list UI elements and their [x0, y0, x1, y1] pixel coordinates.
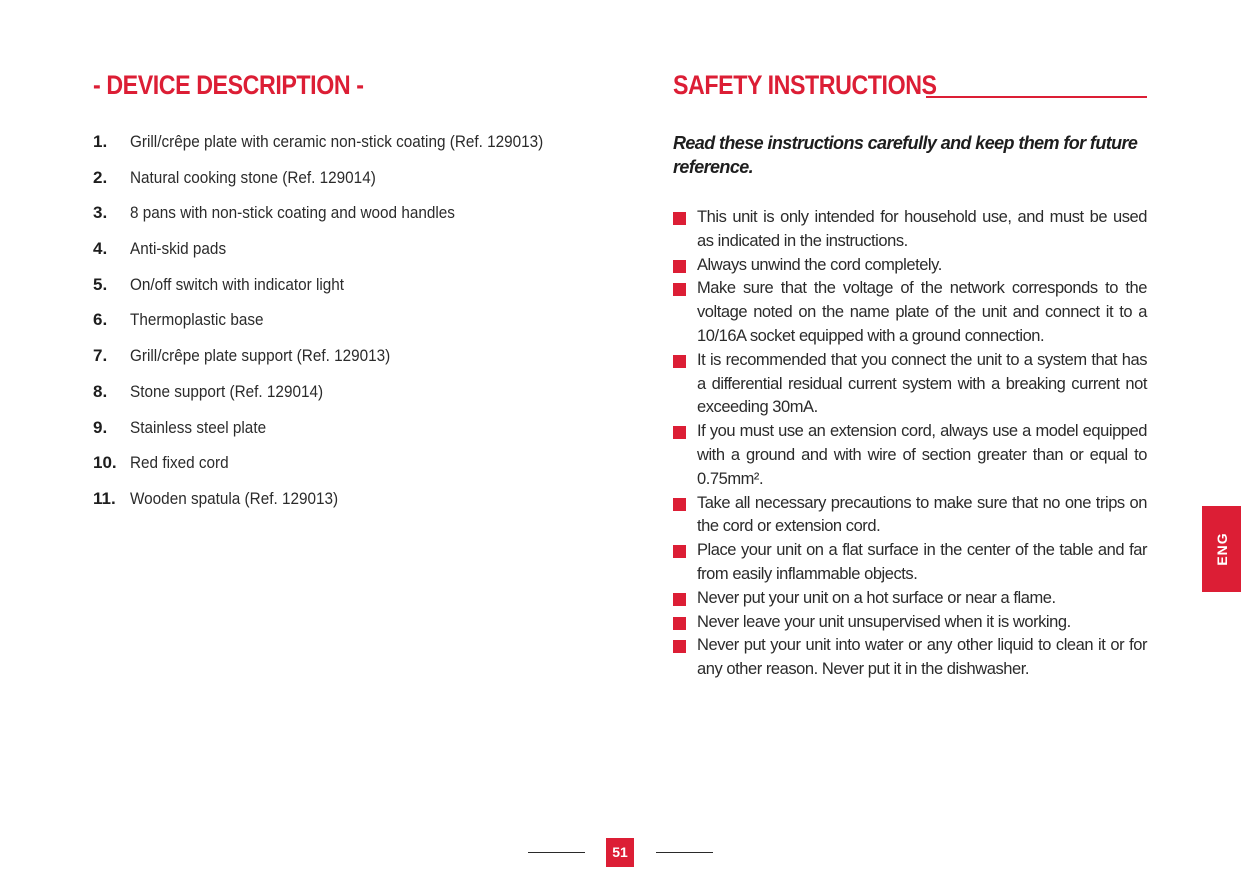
item-text: Never leave your unit unsupervised when it is working.: [697, 612, 1071, 631]
item-number: 11.: [93, 488, 116, 508]
item-text: Thermoplastic base: [130, 310, 264, 330]
footer-rule-left: [528, 852, 585, 853]
safety-instructions-title: SAFETY INSTRUCTIONS: [673, 70, 937, 100]
item-number: 3.: [93, 203, 108, 223]
bullet-square-icon: [673, 283, 686, 296]
list-item: [93, 130, 613, 166]
item-text: Grill/crêpe plate with ceramic non-stick coating (Ref. 129013): [130, 132, 544, 151]
bullet-square-icon: [673, 355, 686, 368]
item-text: This unit is only intended for household use, and must be used as indicated in the instructions.: [697, 208, 1147, 250]
item-text: Red fixed cord: [130, 453, 229, 473]
list-item: [93, 166, 613, 202]
list-item: [673, 254, 1147, 278]
item-number: 4.: [93, 239, 108, 259]
list-item: [673, 492, 1147, 540]
item-text: Stone support (Ref. 129014): [130, 381, 324, 401]
list-item: [93, 237, 613, 273]
language-tab-label: ENG: [1213, 532, 1230, 566]
list-item: [93, 273, 613, 309]
list-item: [673, 634, 1147, 682]
safety-list: [673, 206, 1147, 682]
list-item: [93, 344, 613, 380]
list-item: [673, 587, 1147, 611]
footer-rule-right: [656, 852, 713, 853]
item-text: Wooden spatula (Ref. 129013): [130, 488, 339, 508]
item-text: 8 pans with non-stick coating and wood handles: [130, 203, 455, 223]
safety-title-row: [673, 68, 1147, 102]
item-text: Grill/crêpe plate support (Ref. 129013): [130, 346, 391, 366]
item-number: 1.: [93, 132, 108, 151]
item-text: Natural cooking stone (Ref. 129014): [130, 167, 376, 187]
item-text: It is recommended that you connect the unit to a system that has a differential residual current system with a breaking current not exceeding 30mA.: [697, 350, 1147, 417]
item-text: Never put your unit on a hot surface or near a flame.: [697, 588, 1056, 607]
device-description-title: - DEVICE DESCRIPTION -: [93, 70, 364, 100]
list-item: [673, 277, 1147, 348]
item-text: Always unwind the cord completely.: [697, 255, 942, 274]
page-number: 51: [606, 838, 634, 867]
item-text: If you must use an extension cord, always use a model equipped with a ground and with wire of section greater than or equal to 0.75mm².: [697, 422, 1147, 488]
item-text: On/off switch with indicator light: [130, 274, 345, 294]
list-item: [673, 611, 1147, 635]
bullet-square-icon: [673, 545, 686, 558]
device-parts-list: [93, 130, 613, 523]
item-number: 8.: [93, 381, 108, 401]
item-text: Never put your unit into water or any other liquid to clean it or for any other reason. Never put it in the dishwasher.: [697, 636, 1147, 679]
bullet-square-icon: [673, 212, 686, 225]
item-text: Take all necessary precautions to make sure that no one trips on the cord or extension cord.: [697, 493, 1147, 536]
list-item: [93, 416, 613, 452]
list-item: [93, 451, 613, 487]
bullet-square-icon: [673, 593, 686, 606]
list-item: [673, 349, 1147, 420]
item-text: Place your unit on a flat surface in the center of the table and far from easily inflammable objects.: [697, 541, 1147, 583]
item-number: 6.: [93, 310, 108, 330]
item-number: 5.: [93, 274, 108, 294]
list-item: [93, 487, 613, 523]
list-item: [673, 206, 1147, 254]
item-number: 9.: [93, 417, 108, 437]
bullet-square-icon: [673, 640, 686, 653]
safety-instructions-section: [673, 68, 1147, 679]
item-text: Anti-skid pads: [130, 239, 227, 259]
device-description-section: [93, 68, 593, 508]
bullet-square-icon: [673, 426, 686, 439]
item-number: 2.: [93, 167, 108, 187]
list-item: [93, 308, 613, 344]
list-item: [93, 380, 613, 416]
bullet-square-icon: [673, 260, 686, 273]
title-divider: [926, 96, 1147, 98]
list-item: [673, 539, 1147, 587]
item-text: Stainless steel plate: [130, 417, 267, 437]
item-number: 10.: [93, 453, 117, 473]
bullet-square-icon: [673, 498, 686, 511]
safety-intro: Read these instructions carefully and keep them for future reference.: [673, 133, 1138, 177]
list-item: [673, 420, 1147, 491]
language-tab: [1202, 506, 1241, 592]
list-item: [93, 201, 613, 237]
item-number: 7.: [93, 346, 108, 366]
item-text: Make sure that the voltage of the network corresponds to the voltage noted on the name plate of the unit and connect it to a 10/16A socket equipped with a ground connection.: [697, 279, 1147, 345]
bullet-square-icon: [673, 617, 686, 630]
